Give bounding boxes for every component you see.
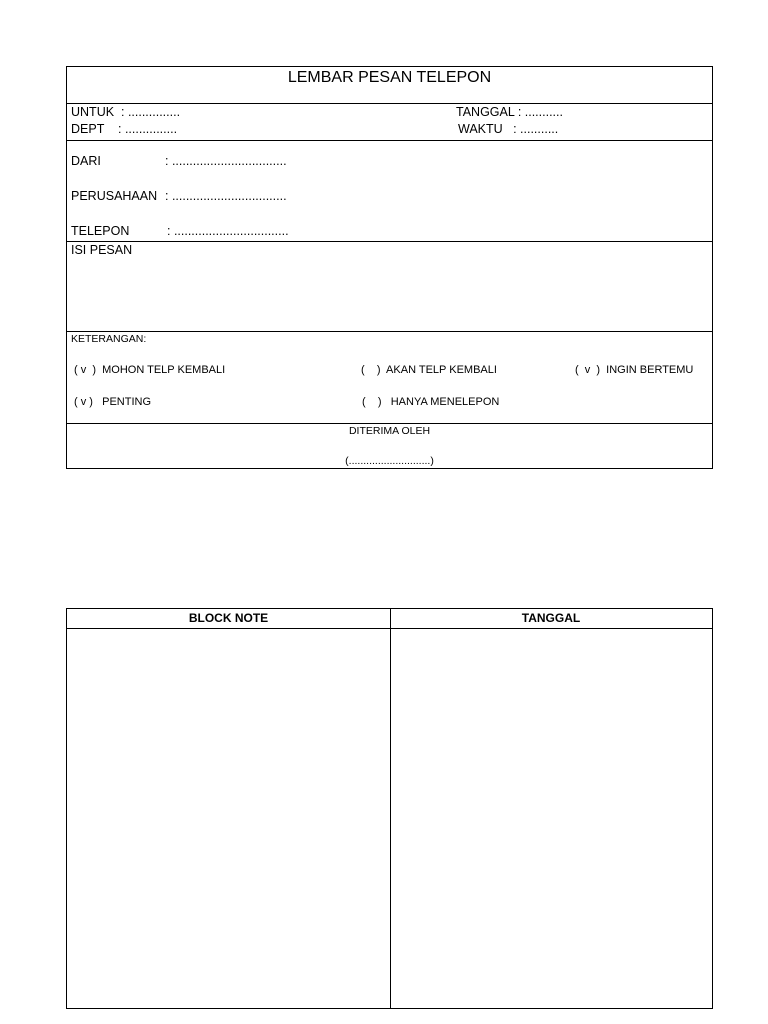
phone-message-form (66, 66, 713, 469)
option-hanya-menelepon[interactable]: ( ) HANYA MENELEPON (362, 396, 500, 408)
divider (67, 140, 712, 141)
perusahaan-label: PERUSAHAAN (71, 189, 158, 203)
telepon-field[interactable]: : ................................. (167, 224, 289, 238)
telepon-label: TELEPON (71, 224, 130, 238)
signature-field[interactable]: (............................) (345, 455, 434, 467)
block-note-table (66, 608, 713, 1009)
keterangan-label: KETERANGAN: (71, 333, 147, 345)
dari-label: DARI (71, 154, 101, 168)
divider (67, 331, 712, 332)
untuk-field[interactable]: UNTUK : ............... (71, 105, 181, 119)
tanggal-field[interactable]: TANGGAL : ........... (456, 105, 563, 119)
block-note-header: BLOCK NOTE (188, 611, 269, 625)
form-title: LEMBAR PESAN TELEPON (287, 69, 492, 86)
option-akan-telp-kembali[interactable]: ( ) AKAN TELP KEMBALI (361, 364, 497, 376)
diterima-oleh-label: DITERIMA OLEH (348, 425, 431, 437)
block-note-cell[interactable] (67, 629, 390, 1008)
dari-field[interactable]: : ................................. (165, 154, 287, 168)
divider (67, 241, 712, 242)
dept-field[interactable]: DEPT : ............... (71, 122, 178, 136)
isi-pesan-label: ISI PESAN (71, 243, 133, 257)
option-mohon-telp-kembali[interactable]: ( v ) MOHON TELP KEMBALI (74, 364, 226, 376)
waktu-field[interactable]: WAKTU : ........... (458, 122, 559, 136)
tanggal-header: TANGGAL (521, 611, 581, 625)
divider (67, 103, 712, 104)
option-ingin-bertemu[interactable]: ( v ) INGIN BERTEMU (575, 364, 694, 376)
divider (67, 423, 712, 424)
tanggal-cell[interactable] (391, 629, 712, 1008)
option-penting[interactable]: ( v ) PENTING (74, 396, 151, 408)
perusahaan-field[interactable]: : ................................. (165, 189, 287, 203)
